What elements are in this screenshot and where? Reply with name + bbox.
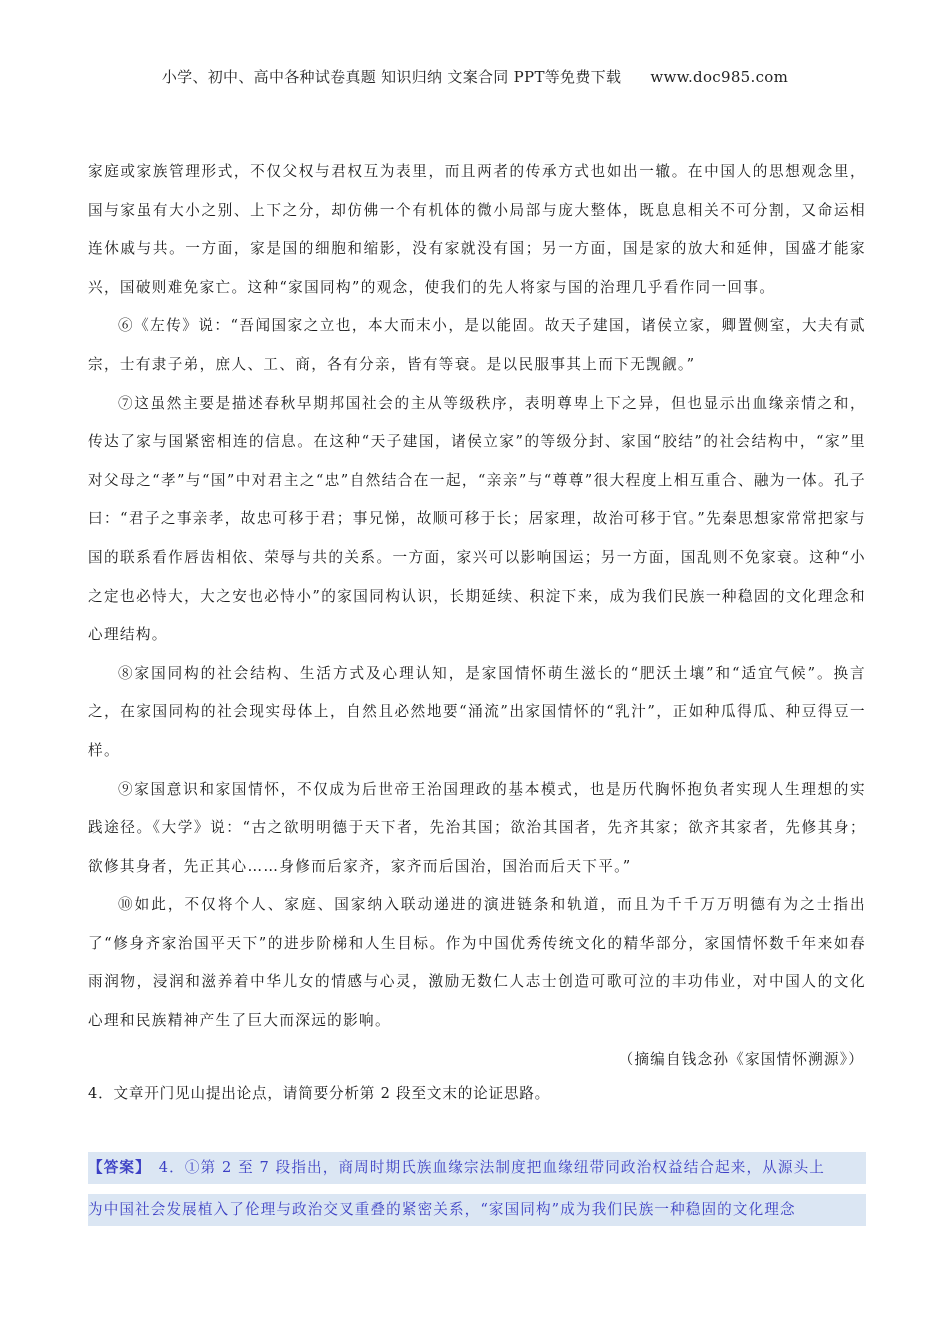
answer-text-1: 4．①第 2 至 7 段指出，商周时期氏族血缘宗法制度把血缘纽带同政治权益结合起来，从源头上: [158, 1159, 825, 1176]
article-body: [88, 153, 866, 1109]
answer-line-1: [88, 1152, 866, 1184]
header-site: www.doc985.com: [650, 68, 789, 86]
page-header: [0, 66, 950, 87]
header-text: 小学、初中、高中各种试卷真题 知识归纳 文案合同 PPT等免费下载: [161, 68, 622, 86]
answer-tag: 【答案】: [88, 1159, 151, 1176]
paragraph-5: 家庭或家族管理形式，不仅父权与君权互为表里，而且两者的传承方式也如出一辙。在中国人的思想观念里，国与家虽有大小之别、上下之分，却仿佛一个有机体的微小局部与庞大整体，既息息相关不可分割，又命运相连休戚与共。一方面，家是国的细胞和缩影，没有家就没有国；另一方面，国是家的放大和延伸，国盛才能家兴，国破则难免家亡。这种“家国同构”的观念，使我们的先人将家与国的治理几乎看作同一回事。: [88, 163, 866, 296]
answer-line-2: [88, 1194, 866, 1226]
paragraph-10: ⑩如此，不仅将个人、家庭、国家纳入联动递进的演进链条和轨道，而且为千千万万明德有为之士指出了“修身齐家治国平天下”的进步阶梯和人生目标。作为中国优秀传统文化的精华部分，家国情怀数千年来如春雨润物，浸润和滋养着中华儿女的情感与心灵，激励无数仁人志士创造可歌可泣的丰功伟业，对中国人的文化心理和民族精神产生了巨大而深远的影响。: [88, 896, 866, 1030]
question-4: 4．文章开门见山提出论点，请简要分析第 2 段至文末的论证思路。: [88, 1085, 551, 1103]
paragraph-8: ⑧家国同构的社会结构、生活方式及心理认知，是家国情怀萌生滋长的“肥沃土壤”和“适宜气候”。换言之，在家国同构的社会现实母体上，自然且必然地要“涌流”出家国情怀的“乳汁”，正如种瓜得瓜、种豆得豆一样。: [88, 664, 866, 759]
answer-section: [88, 1152, 866, 1236]
article-source: （摘编自钱念孙《家国情怀溯源》）: [618, 1050, 864, 1068]
answer-text-2: 为中国社会发展植入了伦理与政治交叉重叠的紧密关系，“家国同构”成为我们民族一种稳固的文化理念: [88, 1201, 796, 1218]
paragraph-6: ⑥《左传》说：“吾闻国家之立也，本大而末小，是以能固。故天子建国，诸侯立家，卿置侧室，大夫有贰宗，士有隶子弟，庶人、工、商，各有分亲，皆有等衰。是以民服事其上而下无觊觎。”: [88, 317, 866, 373]
paragraph-7: ⑦这虽然主要是描述春秋早期邦国社会的主从等级秩序，表明尊卑上下之异，但也显示出血缘亲情之和，传达了家与国紧密相连的信息。在这种“天子建国，诸侯立家”的等级分封、家国“胶结”的社会结构中，“家”里对父母之“孝”与“国”中对君主之“忠”自然结合在一起，“亲亲”与“尊尊”很大程度上相互重合、融为一体。孔子曰：“君子之事亲孝，故忠可移于君；事兄悌，故顺可移于长；居家理，故治可移于官。”先秦思想家常常把家与国的联系看作唇齿相依、荣辱与共的关系。一方面，家兴可以影响国运；另一方面，国乱则不免家衰。这种“小之定也必恃大，大之安也必恃小”的家国同构认识，长期延续、积淀下来，成为我们民族一种稳固的文化理念和心理结构。: [88, 394, 866, 644]
paragraph-9: ⑨家国意识和家国情怀，不仅成为后世帝王治国理政的基本模式，也是历代胸怀抱负者实现人生理想的实践途径。《大学》说：“古之欲明明德于天下者，先治其国；欲治其国者，先齐其家；欲齐其家者，先修其身；欲修其身者，先正其心……身修而后家齐，家齐而后国治，国治而后天下平。”: [88, 780, 866, 875]
